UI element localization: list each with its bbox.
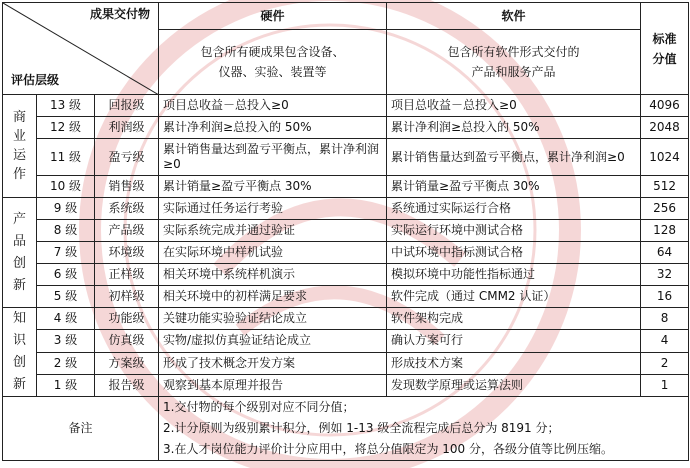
hardware-cell: 累计净利润≥总投入的 50% bbox=[159, 117, 387, 139]
level-header: 评估层级 bbox=[11, 73, 60, 87]
level-cell: 11 级 bbox=[37, 139, 95, 176]
table-row bbox=[3, 220, 689, 242]
software-cell: 累计销量≥盈亏平衡点 30% bbox=[387, 176, 641, 198]
level-cell: 2 级 bbox=[37, 352, 95, 374]
score-header: 标准 分值 bbox=[641, 3, 689, 95]
software-cell: 系统通过实际运行合格 bbox=[387, 198, 641, 220]
note-line: 3.在人才岗位能力评价计分应用中，将总分值限定为 100 分，各级分值等比例压缩。 bbox=[163, 442, 614, 456]
tech-readiness-table bbox=[2, 2, 689, 461]
score-cell: 8 bbox=[641, 308, 689, 330]
score-cell: 2 bbox=[641, 352, 689, 374]
level-cell: 8 级 bbox=[37, 220, 95, 242]
software-cell: 形成技术方案 bbox=[387, 352, 641, 374]
hardware-cell: 在实际环境中样机试验 bbox=[159, 242, 387, 264]
level-cell: 13 级 bbox=[37, 95, 95, 117]
table-row bbox=[3, 374, 689, 396]
level-name-cell: 仿真级 bbox=[95, 330, 159, 352]
notes-label: 备注 bbox=[3, 397, 159, 461]
hardware-header: 硬件 bbox=[159, 3, 387, 30]
level-name-cell: 销售级 bbox=[95, 176, 159, 198]
hardware-cell: 关键功能实验验证结论成立 bbox=[159, 308, 387, 330]
score-cell: 128 bbox=[641, 220, 689, 242]
group-knowledge: 知 识 创 新 bbox=[3, 308, 37, 397]
table-row bbox=[3, 308, 689, 330]
hardware-cell: 相关环境中系统样机演示 bbox=[159, 264, 387, 286]
header-corner-cell bbox=[3, 3, 159, 95]
hardware-cell: 实际系统完成并通过验证 bbox=[159, 220, 387, 242]
software-cell: 模拟环境中功能性指标通过 bbox=[387, 264, 641, 286]
level-name-cell: 产品级 bbox=[95, 220, 159, 242]
table-row bbox=[3, 139, 689, 176]
notes-content bbox=[159, 397, 689, 461]
level-cell: 9 级 bbox=[37, 198, 95, 220]
level-name-cell: 利润级 bbox=[95, 117, 159, 139]
software-header: 软件 bbox=[387, 3, 641, 30]
score-cell: 256 bbox=[641, 198, 689, 220]
level-cell: 12 级 bbox=[37, 117, 95, 139]
level-cell: 5 级 bbox=[37, 286, 95, 308]
level-name-cell: 初样级 bbox=[95, 286, 159, 308]
note-line: 1.交付物的每个级别对应不同分值； bbox=[163, 400, 355, 414]
score-cell: 32 bbox=[641, 264, 689, 286]
level-name-cell: 回报级 bbox=[95, 95, 159, 117]
note-line: 2.计分原则为级别累计积分，例如 1-13 级全流程完成后总分为 8191 分； bbox=[163, 421, 560, 435]
level-name-cell: 报告级 bbox=[95, 374, 159, 396]
table-row bbox=[3, 95, 689, 117]
software-cell: 累计净利润≥总投入的 50% bbox=[387, 117, 641, 139]
level-name-cell: 环境级 bbox=[95, 242, 159, 264]
group-business: 商 业 运 作 bbox=[3, 95, 37, 198]
hardware-cell: 累计销售量达到盈亏平衡点，累计净利润≥0 bbox=[159, 139, 387, 176]
score-cell: 1024 bbox=[641, 139, 689, 176]
table-row bbox=[3, 117, 689, 139]
hardware-cell: 实际通过任务运行考验 bbox=[159, 198, 387, 220]
hardware-cell: 项目总收益－总投入≥0 bbox=[159, 95, 387, 117]
level-cell: 4 级 bbox=[37, 308, 95, 330]
table-row bbox=[3, 264, 689, 286]
software-description: 包含所有软件形式交付的 产品和服务产品 bbox=[387, 30, 641, 95]
score-cell: 4 bbox=[641, 330, 689, 352]
level-cell: 3 级 bbox=[37, 330, 95, 352]
software-cell: 软件完成（通过 CMM2 认证） bbox=[387, 286, 641, 308]
table-row bbox=[3, 242, 689, 264]
hardware-cell: 形成了技术概念开发方案 bbox=[159, 352, 387, 374]
table-row bbox=[3, 352, 689, 374]
table-row bbox=[3, 198, 689, 220]
score-cell: 4096 bbox=[641, 95, 689, 117]
group-product: 产 品 创 新 bbox=[3, 198, 37, 308]
level-name-cell: 方案级 bbox=[95, 352, 159, 374]
software-cell: 累计销售量达到盈亏平衡点，累计净利润≥0 bbox=[387, 139, 641, 176]
hardware-cell: 相关环境中的初样满足要求 bbox=[159, 286, 387, 308]
level-name-cell: 正样级 bbox=[95, 264, 159, 286]
software-cell: 项目总收益－总投入≥0 bbox=[387, 95, 641, 117]
table-row bbox=[3, 286, 689, 308]
level-cell: 7 级 bbox=[37, 242, 95, 264]
level-cell: 10 级 bbox=[37, 176, 95, 198]
level-cell: 6 级 bbox=[37, 264, 95, 286]
level-name-cell: 盈亏级 bbox=[95, 139, 159, 176]
software-cell: 中试环境中指标测试合格 bbox=[387, 242, 641, 264]
score-cell: 1 bbox=[641, 374, 689, 396]
software-cell: 确认方案可行 bbox=[387, 330, 641, 352]
table-row bbox=[3, 176, 689, 198]
score-cell: 16 bbox=[641, 286, 689, 308]
score-cell: 64 bbox=[641, 242, 689, 264]
hardware-description: 包含所有硬成果包含设备、 仪器、实验、装置等 bbox=[159, 30, 387, 95]
level-name-cell: 系统级 bbox=[95, 198, 159, 220]
level-cell: 1 级 bbox=[37, 374, 95, 396]
score-cell: 2048 bbox=[641, 117, 689, 139]
hardware-cell: 观察到基本原理并报告 bbox=[159, 374, 387, 396]
deliverable-header: 成果交付物 bbox=[90, 7, 151, 21]
software-cell: 发现数学原理或运算法则 bbox=[387, 374, 641, 396]
notes-row bbox=[3, 397, 689, 461]
software-cell: 实际运行环境中测试合格 bbox=[387, 220, 641, 242]
hardware-cell: 累计销量≥盈亏平衡点 30% bbox=[159, 176, 387, 198]
hardware-cell: 实物/虚拟仿真验证结论成立 bbox=[159, 330, 387, 352]
score-cell: 512 bbox=[641, 176, 689, 198]
software-cell: 软件架构完成 bbox=[387, 308, 641, 330]
level-name-cell: 功能级 bbox=[95, 308, 159, 330]
table-row bbox=[3, 330, 689, 352]
